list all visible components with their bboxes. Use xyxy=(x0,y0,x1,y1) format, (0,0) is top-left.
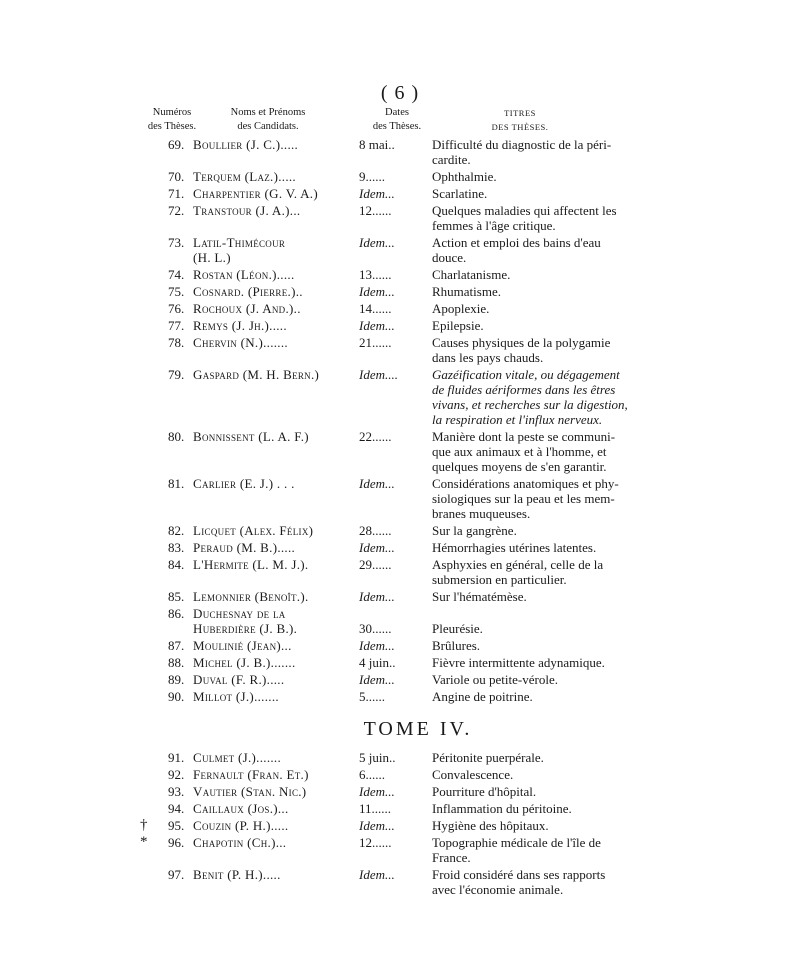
thesis-title: Inflammation du péritoine. xyxy=(432,801,572,816)
thesis-date: Idem... xyxy=(359,235,395,250)
thesis-entry xyxy=(0,672,800,689)
column-header-titres-line2: DES THÈSES. xyxy=(491,122,549,132)
candidate-name: Terquem (Laz.)..... xyxy=(193,169,296,184)
candidate-name: Vautier (Stan. Nic.) xyxy=(193,784,307,799)
thesis-number: 72. xyxy=(168,203,185,218)
thesis-title: Sur la gangrène. xyxy=(432,523,517,538)
thesis-number: 71. xyxy=(168,186,185,201)
candidate-name: Transtour (J. A.)... xyxy=(193,203,301,218)
thesis-date: 21...... xyxy=(359,335,392,350)
candidate-name: Chapotin (Ch.)... xyxy=(193,835,287,850)
thesis-number: 90. xyxy=(168,689,185,704)
thesis-title: Gazéification vitale, ou dégagement de fluides aériformes dans les êtres vivans, et recherches sur la digestion, la respiration et l'influx nerveux. xyxy=(432,367,628,427)
candidate-name: Latil-Thimécour (H. L.) xyxy=(193,235,286,265)
margin-mark: * xyxy=(140,834,148,850)
thesis-date: Idem... xyxy=(359,818,395,833)
thesis-entry xyxy=(0,169,800,186)
thesis-title: Sur l'hématémèse. xyxy=(432,589,527,604)
thesis-entry xyxy=(0,284,800,301)
candidate-name: Carlier (E. J.) . . . xyxy=(193,476,295,491)
thesis-date: Idem... xyxy=(359,318,395,333)
thesis-entry xyxy=(0,523,800,540)
thesis-date: Idem... xyxy=(359,540,395,555)
thesis-number: 86. xyxy=(168,606,185,621)
thesis-entry xyxy=(0,638,800,655)
thesis-date: 11...... xyxy=(359,801,392,816)
thesis-entry xyxy=(0,784,800,801)
candidate-name: Rostan (Léon.)..... xyxy=(193,267,295,282)
thesis-title: Topographie médicale de l'île de France. xyxy=(432,835,601,865)
candidate-name: Peraud (M. B.)..... xyxy=(193,540,296,555)
thesis-date: Idem... xyxy=(359,186,395,201)
thesis-list-part1 xyxy=(0,137,800,706)
thesis-number: 77. xyxy=(168,318,185,333)
column-header-dates xyxy=(362,106,432,134)
column-header-titres xyxy=(480,106,560,134)
thesis-entry xyxy=(0,476,800,523)
thesis-title: Fièvre intermittente adynamique. xyxy=(432,655,605,670)
candidate-name: Charpentier (G. V. A.) xyxy=(193,186,318,201)
thesis-entry xyxy=(0,429,800,476)
thesis-entry xyxy=(0,318,800,335)
candidate-name: Gaspard (M. H. Bern.) xyxy=(193,367,320,382)
thesis-date: Idem... xyxy=(359,476,395,491)
thesis-list xyxy=(0,137,800,899)
thesis-entry xyxy=(0,137,800,169)
column-header-noms-line1: Noms et Prénoms xyxy=(230,107,306,118)
thesis-date: Idem... xyxy=(359,672,395,687)
thesis-number: 97. xyxy=(168,867,185,882)
candidate-name: Lemonnier (Benoît.). xyxy=(193,589,309,604)
candidate-name: Cosnard. (Pierre.).. xyxy=(193,284,303,299)
candidate-name: Duchesnay de la Huberdière (J. B.). xyxy=(193,606,298,636)
thesis-date: 9...... xyxy=(359,169,385,184)
thesis-date: 5 juin.. xyxy=(359,750,396,765)
candidate-name: Caillaux (Jos.)... xyxy=(193,801,289,816)
thesis-number: 69. xyxy=(168,137,185,152)
thesis-title: Charlatanisme. xyxy=(432,267,511,282)
thesis-number: 89. xyxy=(168,672,185,687)
thesis-number: 96. xyxy=(168,835,185,850)
thesis-date: 12...... xyxy=(359,203,392,218)
thesis-entry xyxy=(0,235,800,267)
column-header-numeros xyxy=(140,106,204,134)
thesis-entry xyxy=(0,689,800,706)
thesis-number: 81. xyxy=(168,476,185,491)
thesis-number: 82. xyxy=(168,523,185,538)
thesis-date: 29...... xyxy=(359,557,392,572)
thesis-number: 87. xyxy=(168,638,185,653)
thesis-number: 78. xyxy=(168,335,185,350)
thesis-title: Scarlatine. xyxy=(432,186,488,201)
thesis-entry xyxy=(0,835,800,867)
thesis-entry xyxy=(0,750,800,767)
thesis-date: 22...... xyxy=(359,429,392,444)
thesis-number: 91. xyxy=(168,750,185,765)
thesis-entry xyxy=(0,557,800,589)
thesis-entry xyxy=(0,203,800,235)
thesis-number: 95. xyxy=(168,818,185,833)
thesis-number: 70. xyxy=(168,169,185,184)
thesis-title: Variole ou petite-vérole. xyxy=(432,672,558,687)
thesis-entry xyxy=(0,301,800,318)
thesis-entry xyxy=(0,367,800,429)
candidate-name: Duval (F. R.)..... xyxy=(193,672,285,687)
thesis-entry xyxy=(0,655,800,672)
candidate-name: Licquet (Alex. Félix) xyxy=(193,523,314,538)
column-header-noms-line2: des Candidats. xyxy=(237,121,299,132)
thesis-date: Idem... xyxy=(359,638,395,653)
thesis-title: Asphyxies en général, celle de la submersion en particulier. xyxy=(432,557,604,587)
thesis-number: 73. xyxy=(168,235,185,250)
thesis-entry xyxy=(0,818,800,835)
thesis-date: 4 juin.. xyxy=(359,655,396,670)
thesis-list-part2 xyxy=(0,750,800,899)
thesis-date: 6...... xyxy=(359,767,385,782)
thesis-date: Idem... xyxy=(359,867,395,882)
candidate-name: Remys (J. Jh.)..... xyxy=(193,318,287,333)
thesis-title: Manière dont la peste se communi- que aux animaux et à l'homme, et quelques moyens de s'en garantir. xyxy=(432,429,616,474)
thesis-number: 93. xyxy=(168,784,185,799)
thesis-title: Considérations anatomiques et phy- siologiques sur la peau et les mem- branes muqueuses. xyxy=(432,476,619,521)
thesis-date: 13...... xyxy=(359,267,392,282)
thesis-title: Ophthalmie. xyxy=(432,169,497,184)
thesis-date: 30...... xyxy=(359,621,392,636)
thesis-date: 28...... xyxy=(359,523,392,538)
thesis-entry xyxy=(0,606,800,638)
candidate-name: L'Hermite (L. M. J.). xyxy=(193,557,309,572)
candidate-name: Michel (J. B.)....... xyxy=(193,655,296,670)
column-header-titres-line1: TITRES xyxy=(504,108,536,118)
candidate-name: Culmet (J.)....... xyxy=(193,750,282,765)
candidate-name: Boullier (J. C.)..... xyxy=(193,137,299,152)
thesis-title: Hygiène des hôpitaux. xyxy=(432,818,549,833)
thesis-date: 14...... xyxy=(359,301,392,316)
thesis-entry xyxy=(0,335,800,367)
candidate-name: Millot (J.)....... xyxy=(193,689,279,704)
thesis-number: 74. xyxy=(168,267,185,282)
thesis-date: Idem.... xyxy=(359,367,398,382)
thesis-title: Convalescence. xyxy=(432,767,514,782)
thesis-title: Difficulté du diagnostic de la péri- cardite. xyxy=(432,137,612,167)
thesis-number: 85. xyxy=(168,589,185,604)
thesis-date: Idem... xyxy=(359,784,395,799)
candidate-name: Moulinié (Jean)... xyxy=(193,638,292,653)
thesis-number: 75. xyxy=(168,284,185,299)
thesis-date: Idem... xyxy=(359,589,395,604)
thesis-date: 12...... xyxy=(359,835,392,850)
candidate-name: Fernault (Fran. Et.) xyxy=(193,767,309,782)
candidate-name: Chervin (N.)....... xyxy=(193,335,288,350)
thesis-entry xyxy=(0,801,800,818)
column-header-noms xyxy=(218,106,318,134)
thesis-date: Idem... xyxy=(359,284,395,299)
thesis-title: Action et emploi des bains d'eau douce. xyxy=(432,235,601,265)
thesis-entry xyxy=(0,589,800,606)
thesis-title: Hémorrhagies utérines latentes. xyxy=(432,540,597,555)
thesis-number: 80. xyxy=(168,429,185,444)
thesis-date: 8 mai.. xyxy=(359,137,395,152)
thesis-entry xyxy=(0,186,800,203)
thesis-title: Brûlures. xyxy=(432,638,481,653)
thesis-title: Pleurésie. xyxy=(432,621,483,636)
candidate-name: Benit (P. H.)..... xyxy=(193,867,281,882)
candidate-name: Rochoux (J. And.).. xyxy=(193,301,301,316)
thesis-title: Causes physiques de la polygamie dans les pays chauds. xyxy=(432,335,611,365)
thesis-number: 83. xyxy=(168,540,185,555)
thesis-number: 88. xyxy=(168,655,185,670)
thesis-number: 92. xyxy=(168,767,185,782)
thesis-title: Rhumatisme. xyxy=(432,284,501,299)
column-header-dates-line1: Dates xyxy=(385,107,409,118)
thesis-date: 5...... xyxy=(359,689,385,704)
thesis-entry xyxy=(0,767,800,784)
column-header-numeros-line1: Numéros xyxy=(152,107,192,118)
thesis-entry xyxy=(0,540,800,557)
section-heading-tome: TOME IV. xyxy=(363,718,473,740)
thesis-number: 79. xyxy=(168,367,185,382)
column-header-numeros-line2: des Thèses. xyxy=(147,121,197,132)
thesis-entry xyxy=(0,867,800,899)
thesis-entry xyxy=(0,267,800,284)
margin-mark: † xyxy=(140,817,148,833)
thesis-title: Péritonite puerpérale. xyxy=(432,750,544,765)
page-number: ( 6 ) xyxy=(380,82,420,104)
thesis-title: Epilepsie. xyxy=(432,318,484,333)
candidate-name: Couzin (P. H.)..... xyxy=(193,818,289,833)
thesis-title: Froid considéré dans ses rapports avec l'économie animale. xyxy=(432,867,606,897)
thesis-number: 94. xyxy=(168,801,185,816)
thesis-title: Apoplexie. xyxy=(432,301,490,316)
thesis-number: 84. xyxy=(168,557,185,572)
thesis-title: Quelques maladies qui affectent les femmes à l'âge critique. xyxy=(432,203,617,233)
column-header-dates-line2: des Thèses. xyxy=(372,121,422,132)
candidate-name: Bonnissent (L. A. F.) xyxy=(193,429,309,444)
thesis-title: Angine de poitrine. xyxy=(432,689,533,704)
thesis-number: 76. xyxy=(168,301,185,316)
thesis-title: Pourriture d'hôpital. xyxy=(432,784,537,799)
